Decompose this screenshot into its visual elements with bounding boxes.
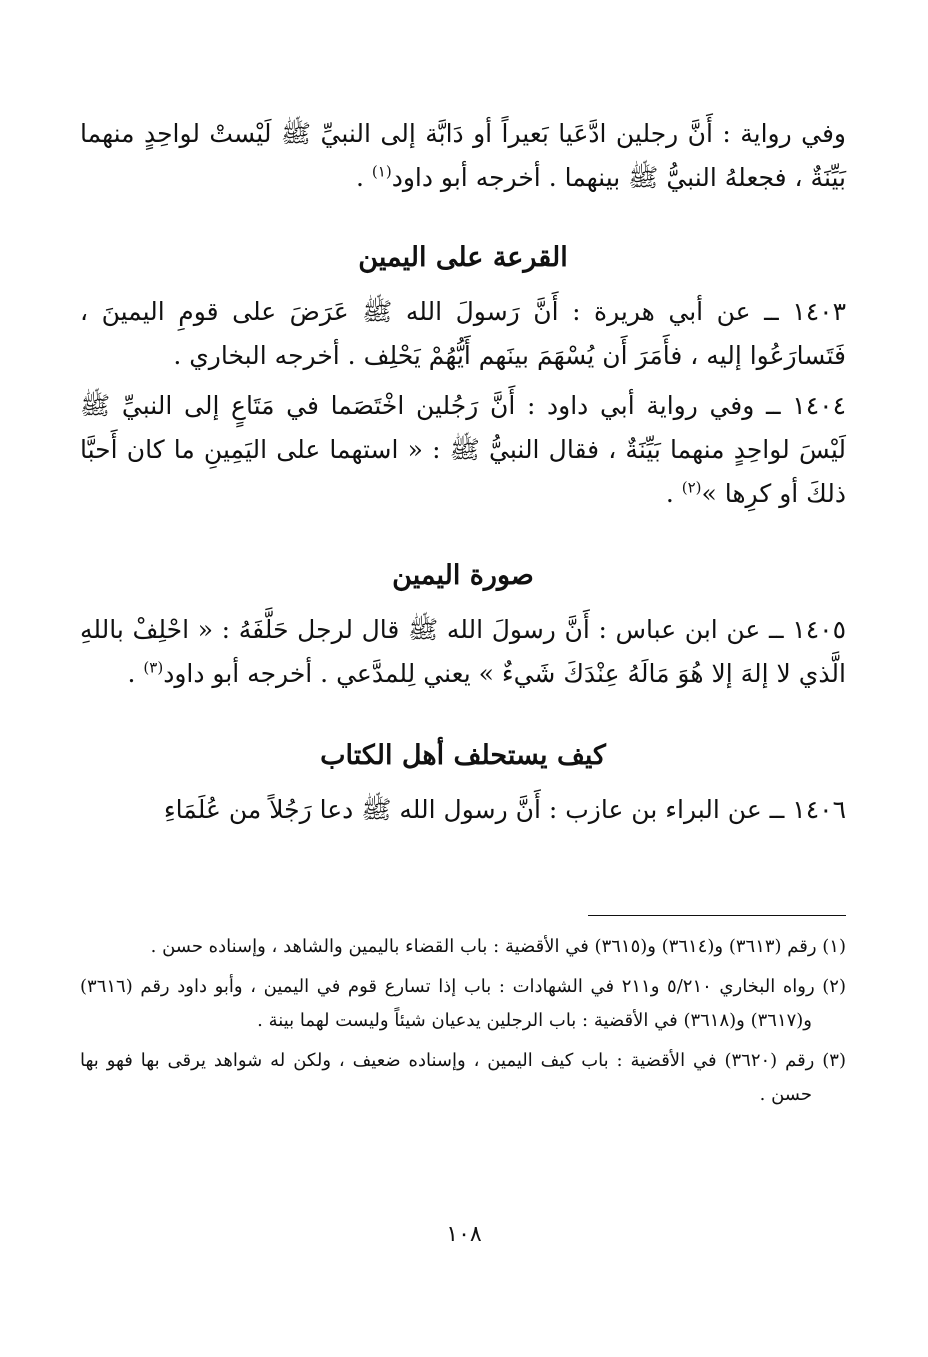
footnote-reference[interactable]: (٢) [681,478,702,497]
footnote-3: (٣) رقم (٣٦٢٠) في الأقضية : باب كيف اليمين ، وإسناده ضعيف ، ولكن له شواهد يرقى بها فهو بها حسن . [80,1050,846,1105]
hadith-1405 [80,608,846,696]
paragraph-text: ١٤٠٦ ــ عن البراء بن عازب : أَنَّ رسول الله ﷺ دعا رَجُلاً من عُلَمَاءِ [163,795,846,824]
paragraph-text: وفي رواية : أَنَّ رجلين ادَّعَيا بَعيراً أو دَابَّة إلى النبيِّ ﷺ لَيْستْ لواحِدٍ منهما بَيِّنَةٌ ، فجعلهُ النبيُّ ﷺ بينهما . أخرجه أبو داود [80,119,846,192]
footnotes [80,915,846,1118]
paragraph-text: ١٤٠٣ ــ عن أبي هريرة : أَنَّ رَسولَ الله ﷺ عَرَضَ على قومِ اليمينَ ، فَتَسارَعُوا إليه ، فأَمَرَ أَن يُسْهَمَ بينَهم أَيُّهُمْ يَحْلِف . أخرجه البخاري . [80,297,846,370]
paragraph-text: ١٤٠٥ ــ عن ابن عباس : أَنَّ رسولَ الله ﷺ قال لرجل حَلَّفَهُ : « احْلِفْ باللهِ الَّذي لا إلهَ إلا هُوَ مَالَهُ عِنْدَكَ شَيءٌ » يعني لِلمدَّعي . أخرجه أبو داود [80,615,846,688]
hadith-1403 [80,290,846,378]
footnote-reference[interactable]: (١) [371,162,392,181]
page-body [80,112,846,832]
section-heading: كيف يستحلف أهل الكتاب [320,740,606,771]
page-number: ١٠٨ [446,1222,482,1247]
hadith-1406 [80,788,846,832]
section-heading: صورة اليمين [392,560,534,591]
footnote-divider [588,915,846,916]
paragraph-end: . [127,659,144,688]
footnote-1: (١) رقم (٣٦١٣) و(٣٦١٤) و(٣٦١٥) في الأقضية : باب القضاء باليمين والشاهد ، وإسناده حسن . [150,936,846,957]
footnote-reference[interactable]: (٣) [143,658,164,677]
paragraph-text: ١٤٠٤ ــ وفي رواية أبي داود : أَنَّ رَجُلين اخْتَصَما في مَتَاعٍ إلى النبيِّ ﷺ لَيْسَ لواحِدٍ منهما بَيِّنَةٌ ، فقال النبيُّ ﷺ : « استهما على اليَمِينِ ما كان أَحبَّا ذلكَ أو كرِها » [80,391,846,508]
paragraph-end: . [665,479,682,508]
hadith-1404 [80,384,846,516]
section-heading: القرعة على اليمين [358,242,568,273]
footnote-2: (٢) رواه البخاري ٥/٢١٠ و٢١١ في الشهادات : باب إذا تسارع قوم في اليمين ، وأبو داود رقم (٣٦١٦) و(٣٦١٧) و(٣٦١٨) في الأقضية : باب الرجلين يدعيان شيئاً وليست لهما بينة . [80,976,846,1031]
paragraph-end: . [356,163,372,192]
paragraph-narration [80,112,846,200]
